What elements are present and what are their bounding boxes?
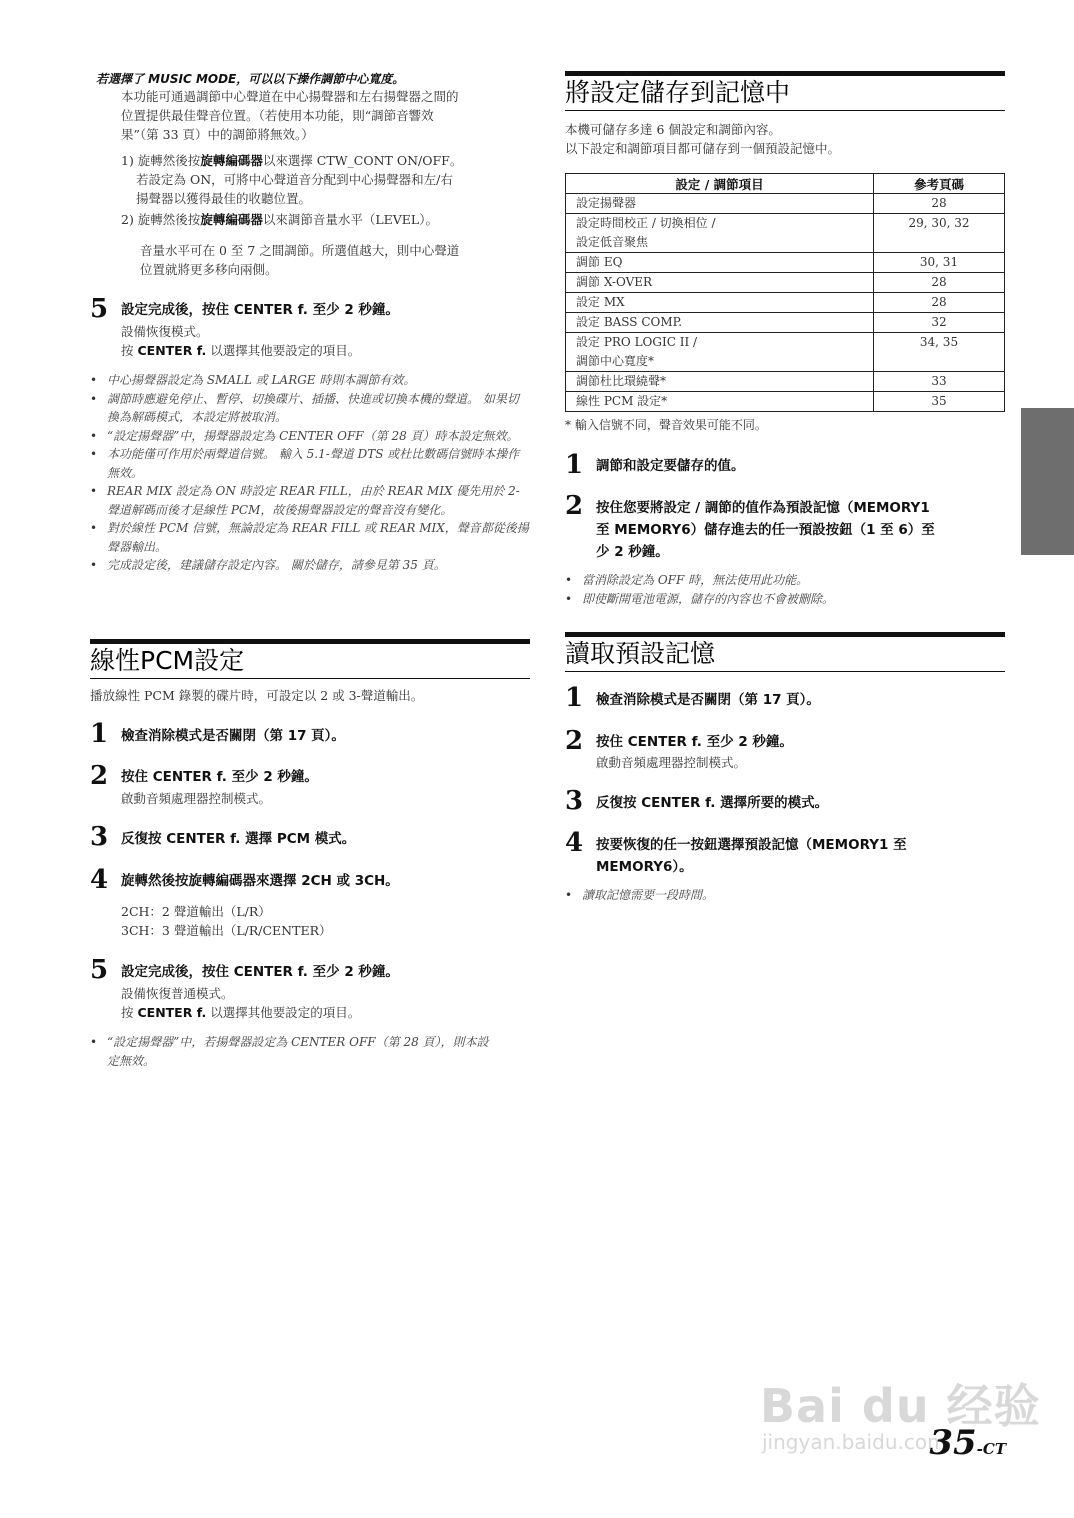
step-number: 5 (90, 955, 109, 985)
table-cell-item: 設定揚聲器 (566, 194, 874, 214)
step-text: 旋轉然後按旋轉編碼器來選擇 2CH 或 3CH。 (121, 873, 399, 889)
music-mode-heading: 若選擇了 MUSIC MODE，可以以下操作調節中心寬度。 (96, 72, 405, 86)
table-cell-page: 29, 30, 32 (874, 214, 1005, 253)
step-number: 2 (565, 491, 584, 521)
table-row (566, 293, 1005, 313)
table-cell-page: 28 (874, 293, 1005, 313)
table-cell-item: 設定時間校正 / 切換相位 / 設定低音聚焦 (566, 214, 874, 253)
notes-list-recall (565, 886, 1005, 905)
step-text: 設定完成後，按住 CENTER f. 至少 2 秒鐘。 (121, 302, 399, 318)
table-cell-page: 32 (874, 313, 1005, 333)
step-text: 檢查消除模式是否關閉（第 17 頁）。 (121, 728, 345, 744)
step-number: 1 (565, 450, 584, 480)
step-number: 1 (565, 683, 584, 713)
step-sub: 設備恢復模式。 按 CENTER f. 以選擇其他要設定的項目。 (121, 324, 361, 358)
list-item: • “設定揚聲器”中，若揚聲器設定為 CENTER OFF（第 28 頁），則本設定無效。 (90, 1033, 500, 1070)
table-cell-page: 34, 35 (874, 333, 1005, 372)
pcm-intro: 播放線性 PCM 錄製的碟片時，可設定以 2 或 3-聲道輸出。 (90, 688, 424, 703)
watermark-url: jingyan.baidu.com (762, 1430, 947, 1454)
list-item: • “設定揚聲器”中，揚聲器設定為 CENTER OFF（第 28 頁）時本設定無效。 (90, 427, 530, 446)
table-cell-page: 28 (874, 194, 1005, 214)
notes-list-pcm (90, 1033, 500, 1070)
settings-table (565, 173, 1005, 412)
step-number: 2 (565, 726, 584, 756)
table-row (566, 313, 1005, 333)
substep-1: 1) 旋轉然後按旋轉編碼器以來選擇 CTW_CONT ON/OFF。 若設定為 ON，可將中心聲道音分配到中心揚聲器和左/右 揚聲器以獲得最佳的收聽位置。 (121, 153, 463, 206)
table-row (566, 333, 1005, 372)
substep-2: 2) 旋轉然後按旋轉編碼器以來調節音量水平（LEVEL）。 (121, 212, 438, 227)
step-sub: 設備恢復普通模式。 按 CENTER f. 以選擇其他要設定的項目。 (121, 986, 361, 1020)
step-sub: 啟動音頻處理器控制模式。 (596, 755, 747, 770)
section-heading-pcm: 線性PCM設定 (90, 639, 530, 679)
step-text: 設定完成後，按住 CENTER f. 至少 2 秒鐘。 (121, 964, 399, 980)
list-item: • REAR MIX 設定為 ON 時設定 REAR FILL，由於 REAR MIX 優先用於 2-聲道解碼而後才是線性 PCM，故後揚聲器設定的聲音沒有變化。 (90, 482, 530, 519)
table-row (566, 392, 1005, 412)
step-text: 按要恢復的任一按鈕選擇預設記憶（MEMORY1 至 MEMORY6）。 (596, 837, 907, 875)
list-item: • 當消除設定為 OFF 時，無法使用此功能。 (565, 571, 1005, 590)
step-text: 檢查消除模式是否關閉（第 17 頁）。 (596, 692, 820, 708)
step-text: 按住您要將設定 / 調節的值作為預設記憶（MEMORY1 至 MEMORY6）儲存進去的任一預設按鈕（1 至 6）至 少 2 秒鐘。 (596, 500, 935, 560)
table-header-row (566, 174, 1005, 194)
column-header: 參考頁碼 (874, 174, 1005, 194)
section-heading-save: 將設定儲存到記憶中 (565, 71, 1005, 111)
notes-list-save (565, 571, 1005, 608)
step-number: 4 (90, 865, 109, 895)
music-mode-intro: 本功能可通過調節中心聲道在中心揚聲器和左右揚聲器之間的 位置提供最佳聲音位置。（若使用本功能，則“調節音響效 果”（第 33 頁）中的調節將無效。） (121, 89, 459, 142)
substep-level-note: 音量水平可在 0 至 7 之間調節。所選值越大，則中心聲道 位置就將更多移向兩側。 (140, 243, 460, 277)
table-footnote: * 輸入信號不同，聲音效果可能不同。 (565, 418, 767, 432)
step-text: 反復按 CENTER f. 選擇所要的模式。 (596, 795, 829, 811)
table-cell-item: 調節 EQ (566, 253, 874, 273)
step-sub: 2CH：2 聲道輸出（L/R） 3CH：3 聲道輸出（L/R/CENTER） (121, 904, 332, 938)
list-item: • 讀取記憶需要一段時間。 (565, 886, 1005, 905)
step-number: 1 (90, 719, 109, 749)
step-text: 調節和設定要儲存的值。 (596, 458, 745, 474)
page-edge-tab (1021, 408, 1074, 555)
table-cell-page: 33 (874, 372, 1005, 392)
step-text: 按住 CENTER f. 至少 2 秒鐘。 (121, 769, 318, 785)
column-header: 設定 / 調節項目 (566, 174, 874, 194)
page-number: 35-CT (929, 1423, 1006, 1463)
step-number: 3 (90, 822, 109, 852)
table-cell-page: 35 (874, 392, 1005, 412)
watermark-logo: Bai du 经验 (760, 1379, 1041, 1433)
table-row (566, 253, 1005, 273)
step-number: 3 (565, 786, 584, 816)
list-item: • 即使斷開電池電源，儲存的內容也不會被刪除。 (565, 590, 1005, 609)
table-cell-page: 30, 31 (874, 253, 1005, 273)
table-cell-item: 設定 MX (566, 293, 874, 313)
table-cell-item: 調節杜比環繞聲* (566, 372, 874, 392)
step-number: 2 (90, 761, 109, 791)
notes-list-center-width (90, 371, 530, 575)
list-item: • 對於線性 PCM 信號，無論設定為 REAR FILL 或 REAR MIX，聲音都從後揚聲器輸出。 (90, 519, 530, 556)
table-row (566, 194, 1005, 214)
save-intro: 本機可儲存多達 6 個設定和調節內容。 以下設定和調節項目都可儲存到一個預設記憶中。 (565, 122, 841, 156)
table-cell-item: 調節 X-OVER (566, 273, 874, 293)
list-item: • 調節時應避免停止、暫停、切換碟片、插播、快進或切換本機的聲道。 如果切換為解碼模式，本設定將被取消。 (90, 390, 530, 427)
step-text: 反復按 CENTER f. 選擇 PCM 模式。 (121, 831, 356, 847)
table-cell-item: 線性 PCM 設定* (566, 392, 874, 412)
section-heading-recall: 讀取預設記憶 (565, 632, 1005, 672)
step-text: 按住 CENTER f. 至少 2 秒鐘。 (596, 734, 793, 750)
table-row (566, 372, 1005, 392)
list-item: • 完成設定後，建議儲存設定內容。 關於儲存，請參見第 35 頁。 (90, 556, 530, 575)
step-number: 5 (90, 294, 109, 324)
list-item: • 中心揚聲器設定為 SMALL 或 LARGE 時則本調節有效。 (90, 371, 530, 390)
list-item: • 本功能僅可作用於兩聲道信號。 輸入 5.1-聲道 DTS 或杜比數碼信號時本操作無效。 (90, 445, 530, 482)
step-number: 4 (565, 828, 584, 858)
step-sub: 啟動音頻處理器控制模式。 (121, 791, 272, 806)
table-cell-page: 28 (874, 273, 1005, 293)
table-row (566, 273, 1005, 293)
table-cell-item: 設定 BASS COMP. (566, 313, 874, 333)
table-row (566, 214, 1005, 253)
table-cell-item: 設定 PRO LOGIC II / 調節中心寬度* (566, 333, 874, 372)
